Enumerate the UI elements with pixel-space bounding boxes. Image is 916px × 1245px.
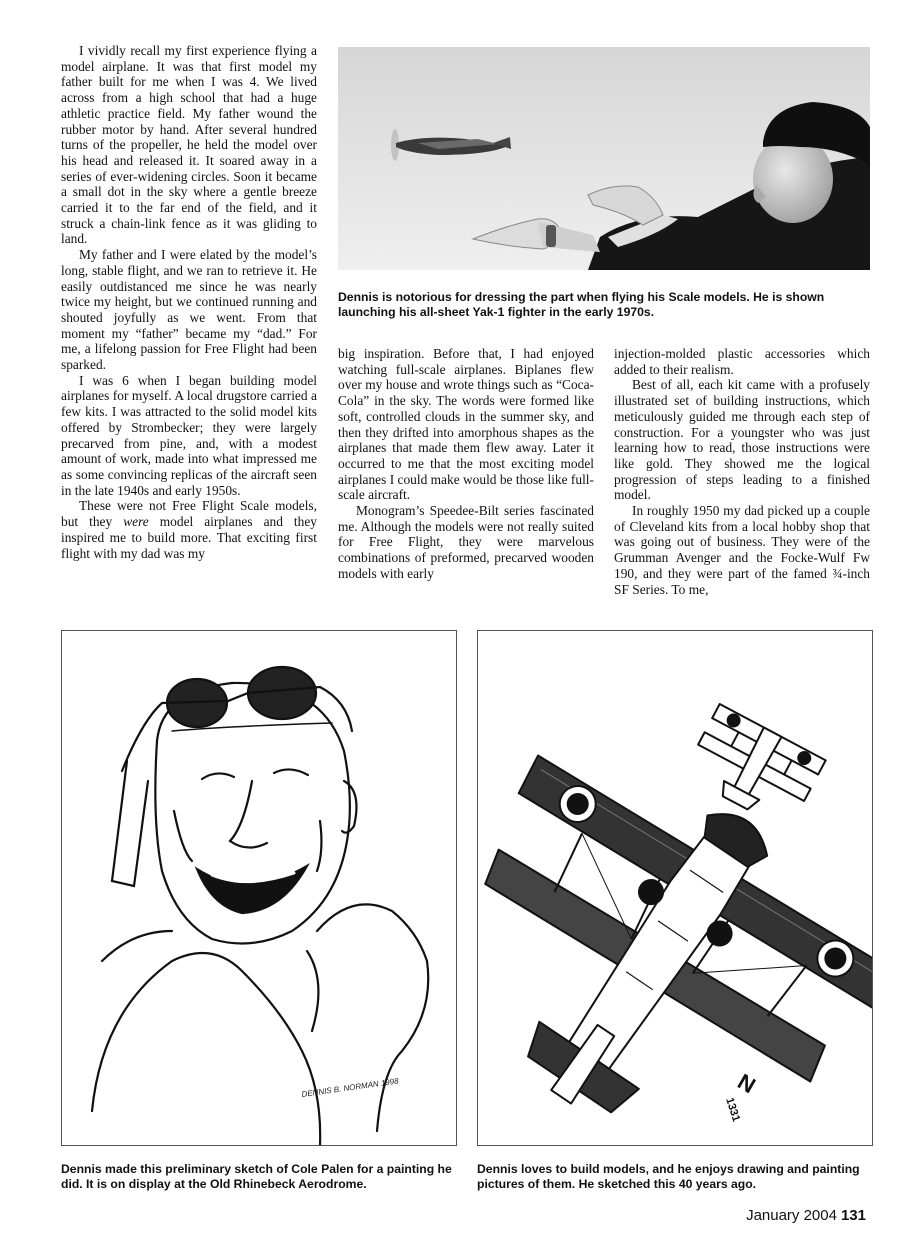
fuselage-letter: N <box>733 1068 760 1099</box>
paragraph: In roughly 1950 my dad picked up a couple of Cleveland kits from a local hobby shop that was going out of business. They were of the Grumman Avenger and the Focke-Wulf Fw 190, and they were part of the famed ¾-inch SF Series. To me, <box>614 503 870 597</box>
paragraph: I was 6 when I began building model airplanes for myself. A local drugstore carried a few kits. I was attracted to the solid model kits offered by Strombecker; they were largely precarved from pine, and, with a modest amount of work, made into what impressed me as some convincing replicas of the aircraft seen in the late 1940s and early 1950s. <box>61 372 317 498</box>
launch-photo <box>338 47 870 270</box>
text-run: model airplanes and they inspired me to build more. That exciting first flight with my dad was my <box>61 514 317 561</box>
paragraph <box>61 498 317 561</box>
paragraph: big inspiration. Before that, I had enjoyed watching full-scale airplanes. Biplanes flew over my house and wrote things such as “Coca-Cola” in the sky. The words were formed like soft, controlled clouds in the summer sky, and then they drifted into amorphous shapes as the airplanes that made them flew away. Later it occurred to me that the most exciting model airplanes I could make would be those like full-scale aircraft. <box>338 346 594 503</box>
emphasis: were <box>123 514 149 530</box>
paragraph: Best of all, each kit came with a profusely illustrated set of building instructions, which meticulously guided me through each step of construction. For a youngster who was just learning how to read, those instructions were like gold. They showed me the logical progression of steps leading to a finished model. <box>614 377 870 503</box>
page-footer <box>746 1207 866 1224</box>
biplane-drawing <box>477 630 873 1146</box>
drawing-caption: Dennis loves to build models, and he enjoys drawing and painting pictures of them. He sketched this 40 years ago. <box>477 1162 860 1191</box>
article-column-3 <box>614 346 870 597</box>
article-column-1 <box>61 43 317 561</box>
page-number: 131 <box>840 1207 866 1224</box>
text-run: These were not Free Flight Scale models, but they <box>61 498 317 530</box>
paragraph: injection-molded plastic accessories which added to their realism. <box>614 346 870 377</box>
article-column-2 <box>338 346 594 582</box>
portrait-sketch <box>61 630 457 1146</box>
sketch-caption: Dennis made this preliminary sketch of Cole Palen for a painting he did. It is on display at the Old Rhinebeck Aerodrome. <box>61 1162 452 1191</box>
paragraph: I vividly recall my first experience flying a model airplane. It was that first model my father built for me when I was 4. We lived across from a high school that had a huge athletic practice field. My father wound the rubber motor by hand. After several hundred turns of the propeller, he held the model over his head and released it. It soared away in a series of ever-widening circles. Soon it became a small dot in the sky where a gentle breeze carried it to the far end of the field, and it struck a chain-link fence as it was gliding to land. <box>61 43 317 247</box>
paragraph: My father and I were elated by the model’s long, stable flight, and we ran to retrieve it. He easily outdistanced me since he was nearly twice my height, but we continued running and shouted joyfully as we went. From that moment my “father” became my “dad.” For me, a lifelong passion for Free Flight had been sparked. <box>61 247 317 373</box>
paragraph: Monogram’s Speedee-Bilt series fascinated me. Although the models were not really suited for Free Flight, they were marvelous combinations of preformed, precarved wooden models with early <box>338 503 594 581</box>
issue-date: January 2004 <box>746 1207 837 1224</box>
serial-number: 1331 <box>723 1096 743 1124</box>
photo-caption: Dennis is notorious for dressing the part when flying his Scale models. He is shown launching his all-sheet Yak-1 fighter in the early 1970s. <box>338 290 825 319</box>
artist-signature: DENNIS B. NORMAN 1998 <box>301 1076 400 1099</box>
